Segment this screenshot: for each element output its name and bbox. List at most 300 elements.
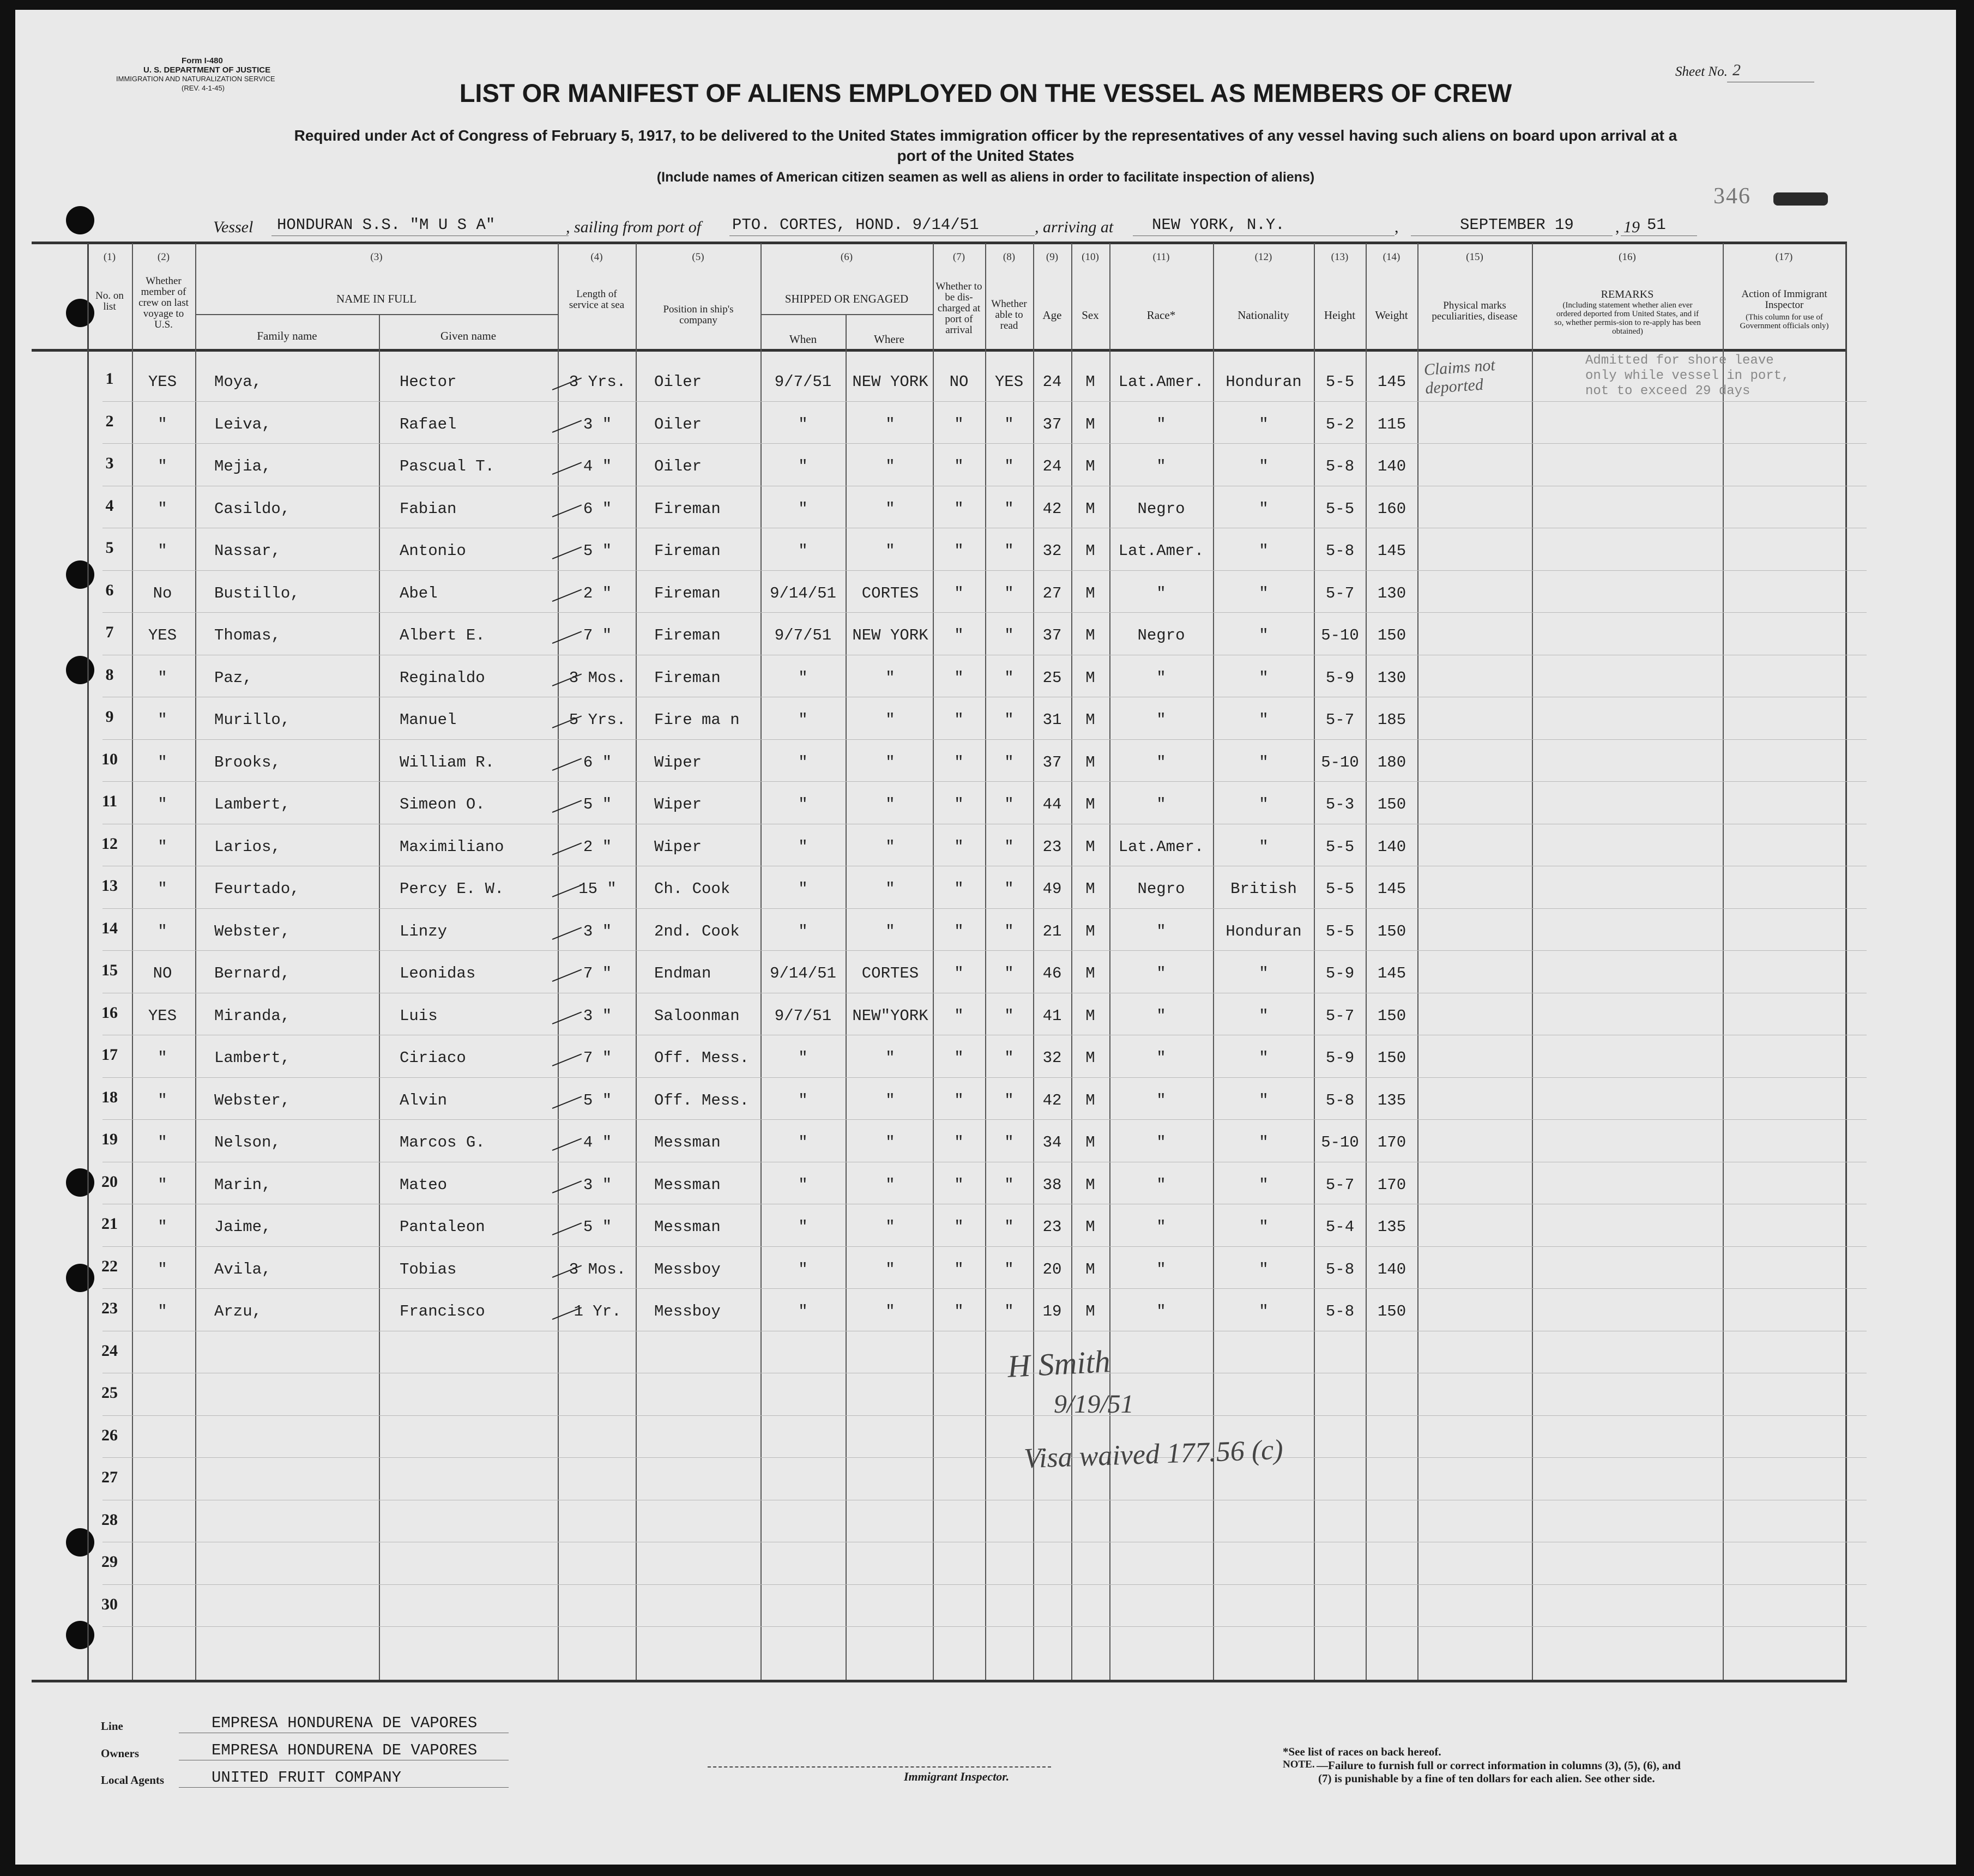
cell-age: 24	[1042, 457, 1062, 475]
cell-nationality: "	[1259, 626, 1269, 644]
cell-read: "	[1004, 1175, 1014, 1194]
punch-hole	[66, 299, 94, 327]
cell-weight: 150	[1377, 795, 1406, 813]
owners-value: EMPRESA HONDURENA DE VAPORES	[212, 1741, 478, 1759]
row-number: 22	[101, 1257, 118, 1275]
cell-service: 7 "	[583, 626, 612, 644]
cell-crew: "	[158, 922, 167, 940]
cell-nationality: "	[1259, 499, 1269, 518]
row-rule	[102, 1415, 1867, 1416]
cell-service: 6 "	[583, 499, 612, 518]
cell-where: "	[885, 1218, 895, 1236]
header-remarks: REMARKS	[1601, 288, 1654, 300]
cell-height: 5-10	[1321, 626, 1359, 644]
col-divider	[1723, 243, 1724, 1680]
vessel-name: HONDURAN S.S. "M U S A"	[277, 216, 496, 234]
cell-position: Wiper	[654, 753, 702, 771]
cell-height: 5-9	[1325, 964, 1355, 982]
header-family-name: Family name	[257, 329, 317, 342]
manifest-sheet	[15, 10, 1956, 1865]
row-rule	[102, 1457, 1867, 1458]
cell-when: "	[798, 1302, 808, 1320]
cell-nationality: "	[1259, 1218, 1269, 1236]
cell-nationality: "	[1259, 584, 1269, 602]
cell-service: 1 Yr.	[574, 1302, 621, 1320]
cell-height: 5-10	[1321, 1133, 1359, 1151]
cell-height: 5-5	[1325, 880, 1355, 898]
header-weight: Weight	[1375, 309, 1408, 322]
cell-when: 9/14/51	[770, 964, 836, 982]
cell-nationality: "	[1259, 415, 1269, 433]
cell-read: "	[1004, 542, 1014, 560]
cell-race: Lat.Amer.	[1118, 542, 1204, 560]
cell-family: Nelson,	[214, 1133, 281, 1151]
cell-family: Thomas,	[214, 626, 281, 644]
cell-crew: YES	[148, 1006, 177, 1025]
row-rule	[102, 1246, 1867, 1247]
cell-discharged: "	[954, 1006, 964, 1025]
header-able-read: Whether able to read	[991, 298, 1027, 331]
cell-nationality: "	[1259, 711, 1269, 729]
cell-sex: M	[1085, 457, 1095, 475]
cell-weight: 135	[1377, 1218, 1406, 1236]
cell-age: 31	[1042, 711, 1062, 729]
cell-weight: 140	[1377, 1260, 1406, 1278]
cell-nationality: "	[1259, 753, 1269, 771]
cell-nationality: "	[1259, 964, 1269, 982]
cell-race: "	[1156, 584, 1166, 602]
cell-family: Leiva,	[214, 415, 271, 433]
cell-where: "	[885, 711, 895, 729]
cell-nationality: "	[1259, 1091, 1269, 1109]
col-num-11: (11)	[1152, 251, 1170, 263]
row-number: 25	[101, 1384, 118, 1402]
cell-service: 2 "	[583, 584, 612, 602]
cell-service: 5 "	[583, 542, 612, 560]
cell-age: 42	[1042, 1091, 1062, 1109]
sailing-label: , sailing from port of	[566, 218, 702, 236]
cell-race: "	[1156, 1006, 1166, 1025]
cell-position: Oiler	[654, 457, 702, 475]
cell-crew: "	[158, 415, 167, 433]
cell-read: "	[1004, 499, 1014, 518]
cell-height: 5-4	[1325, 1218, 1355, 1236]
cell-nationality: "	[1259, 457, 1269, 475]
cell-height: 5-5	[1325, 373, 1355, 391]
cell-where: "	[885, 542, 895, 560]
cell-discharged: "	[954, 626, 964, 644]
cell-position: Fireman	[654, 542, 721, 560]
cell-position: Fire ma n	[654, 711, 740, 729]
cell-family: Brooks,	[214, 753, 281, 771]
cell-height: 5-10	[1321, 753, 1359, 771]
row-rule	[102, 1119, 1867, 1120]
cell-read: "	[1004, 1133, 1014, 1151]
cell-height: 5-9	[1325, 1049, 1355, 1067]
cell-discharged: "	[954, 584, 964, 602]
row-number: 17	[101, 1046, 118, 1064]
cell-position: Ch. Cook	[654, 880, 731, 898]
cell-crew: NO	[153, 964, 172, 982]
cell-when: "	[798, 1133, 808, 1151]
cell-race: Lat.Amer.	[1118, 373, 1204, 391]
header-no-on-list: No. on list	[95, 290, 124, 312]
cell-race: "	[1156, 1218, 1166, 1236]
cell-family: Miranda,	[214, 1006, 291, 1025]
inspector-label: Immigrant Inspector.	[904, 1770, 1010, 1783]
form-revision: (REV. 4-1-45)	[182, 84, 225, 92]
cell-height: 5-8	[1325, 457, 1355, 475]
cell-weight: 150	[1377, 1302, 1406, 1320]
cell-when: "	[798, 795, 808, 813]
cell-weight: 140	[1377, 457, 1406, 475]
col-num-4: (4)	[590, 251, 603, 263]
year-prefix: 19	[1623, 218, 1640, 236]
cell-family: Bernard,	[214, 964, 291, 982]
remarks-note: Admitted for shore leave only while vessel in port, not to exceed 29 days	[1585, 353, 1790, 399]
cell-age: 42	[1042, 499, 1062, 518]
cell-crew: YES	[148, 626, 177, 644]
row-number: 2	[105, 412, 114, 430]
name-header-rule	[195, 314, 558, 315]
row-rule	[102, 781, 1867, 782]
row-number: 15	[101, 961, 118, 979]
cell-where: "	[885, 457, 895, 475]
col-divider	[1845, 243, 1847, 1680]
col-divider	[379, 315, 380, 1680]
cell-age: 25	[1042, 668, 1062, 687]
row-number: 12	[101, 834, 118, 853]
cell-nationality: British	[1230, 880, 1297, 898]
cell-family: Feurtado,	[214, 880, 300, 898]
cell-family: Nassar,	[214, 542, 281, 560]
cell-sex: M	[1085, 542, 1095, 560]
cell-race: Negro	[1137, 499, 1185, 518]
comma-1: ,	[1395, 218, 1399, 236]
cell-position: Off. Mess.	[654, 1049, 750, 1067]
row-number: 9	[105, 708, 114, 726]
cell-where: CORTES	[861, 964, 919, 982]
cell-discharged: "	[954, 753, 964, 771]
cell-given: Percy E. W.	[400, 880, 504, 898]
col-num-1: (1)	[103, 251, 116, 263]
visa-waived-note: Visa waived 177.56 (c)	[1023, 1434, 1284, 1475]
cell-discharged: "	[954, 499, 964, 518]
cell-service: 4 "	[583, 1133, 612, 1151]
header-sex: Sex	[1082, 309, 1099, 322]
punch-hole	[66, 206, 94, 234]
col-num-3: (3)	[370, 251, 383, 263]
cell-nationality: "	[1259, 542, 1269, 560]
cell-crew: "	[158, 542, 167, 560]
cell-weight: 170	[1377, 1133, 1406, 1151]
form-number: Form I-480	[182, 56, 223, 65]
cell-where: "	[885, 1133, 895, 1151]
cell-read: "	[1004, 964, 1014, 982]
note-line-1: —Failure to furnish full or correct information in columns (3), (5), (6), and	[1317, 1759, 1681, 1772]
cell-when: 9/7/51	[774, 626, 832, 644]
cell-discharged: "	[954, 668, 964, 687]
header-action: Action of Immigrant Inspector	[1741, 288, 1827, 311]
cell-discharged: "	[954, 1175, 964, 1194]
col-num-12: (12)	[1254, 251, 1272, 263]
cell-position: Off. Mess.	[654, 1091, 750, 1109]
signature-date: 9/19/51	[1054, 1390, 1134, 1419]
cell-given: Fabian	[400, 499, 457, 518]
cell-service: 5 "	[583, 1091, 612, 1109]
cell-age: 37	[1042, 753, 1062, 771]
cell-sex: M	[1085, 1091, 1095, 1109]
row-number: 8	[105, 665, 114, 684]
cell-position: Messman	[654, 1175, 721, 1194]
cell-height: 5-8	[1325, 1260, 1355, 1278]
col-num-17: (17)	[1775, 251, 1793, 263]
cell-read: "	[1004, 711, 1014, 729]
arriving-label: , arriving at	[1035, 218, 1114, 236]
note-label: NOTE.	[1283, 1759, 1315, 1770]
row-number: 10	[101, 750, 118, 768]
cell-height: 5-8	[1325, 1091, 1355, 1109]
cell-service: 3 "	[583, 1006, 612, 1025]
subtitle-line-2: port of the United States	[897, 147, 1074, 164]
races-note: *See list of races on back hereof.	[1283, 1745, 1441, 1758]
cell-service: 3 "	[583, 1175, 612, 1194]
row-number: 14	[101, 919, 118, 937]
cell-sex: M	[1085, 1006, 1095, 1025]
cell-given: Francisco	[400, 1302, 485, 1320]
cell-given: Luis	[400, 1006, 438, 1025]
cell-weight: 140	[1377, 837, 1406, 856]
col-divider	[846, 315, 847, 1680]
cell-service: 7 "	[583, 1049, 612, 1067]
cell-read: "	[1004, 795, 1014, 813]
col-num-16: (16)	[1619, 251, 1636, 263]
row-number: 1	[105, 370, 114, 388]
cell-family: Mejia,	[214, 457, 271, 475]
cell-race: "	[1156, 922, 1166, 940]
cell-weight: 150	[1377, 922, 1406, 940]
cell-crew: "	[158, 457, 167, 475]
cell-weight: 130	[1377, 668, 1406, 687]
cell-position: Wiper	[654, 795, 702, 813]
cell-discharged: "	[954, 457, 964, 475]
cell-height: 5-7	[1325, 1175, 1355, 1194]
cell-race: "	[1156, 1260, 1166, 1278]
cell-weight: 150	[1377, 1049, 1406, 1067]
form-department: U. S. DEPARTMENT OF JUSTICE	[143, 65, 271, 75]
cell-given: Rafael	[400, 415, 457, 433]
cell-weight: 145	[1377, 542, 1406, 560]
cell-sex: M	[1085, 626, 1095, 644]
cell-read: YES	[994, 373, 1024, 391]
cell-race: "	[1156, 795, 1166, 813]
cell-family: Paz,	[214, 668, 252, 687]
cell-when: "	[798, 542, 808, 560]
subtitle-line-1: Required under Act of Congress of February 5, 1917, to be delivered to the United States immigration officer by the representatives of any vessel having such aliens on board upon arrival at a	[294, 127, 1677, 144]
cell-family: Larios,	[214, 837, 281, 856]
row-number: 23	[101, 1299, 118, 1317]
cell-position: Fireman	[654, 668, 721, 687]
cell-service: 3 "	[583, 415, 612, 433]
cell-race: "	[1156, 1175, 1166, 1194]
cell-crew: "	[158, 795, 167, 813]
header-race: Race*	[1146, 309, 1176, 322]
header-name-in-full: NAME IN FULL	[336, 292, 416, 305]
cell-sex: M	[1085, 1175, 1095, 1194]
cell-service: 3 "	[583, 922, 612, 940]
cell-where: "	[885, 795, 895, 813]
cell-where: "	[885, 415, 895, 433]
row-rule	[102, 1288, 1867, 1289]
cell-sex: M	[1085, 415, 1095, 433]
cell-read: "	[1004, 1049, 1014, 1067]
cell-race: Lat.Amer.	[1118, 837, 1204, 856]
row-number: 6	[105, 581, 114, 599]
cell-position: Fireman	[654, 584, 721, 602]
cell-crew: "	[158, 1302, 167, 1320]
col-num-6: (6)	[840, 251, 853, 263]
row-number: 11	[101, 792, 118, 810]
header-when: When	[789, 333, 817, 346]
cell-where: "	[885, 1049, 895, 1067]
header-given-name: Given name	[440, 329, 497, 342]
cell-age: 37	[1042, 626, 1062, 644]
cell-race: "	[1156, 415, 1166, 433]
cell-weight: 150	[1377, 626, 1406, 644]
agents-label: Local Agents	[101, 1774, 165, 1787]
cell-age: 21	[1042, 922, 1062, 940]
cell-service: 4 "	[583, 457, 612, 475]
cell-race: "	[1156, 1049, 1166, 1067]
col-num-5: (5)	[692, 251, 704, 263]
cell-where: "	[885, 880, 895, 898]
col-num-13: (13)	[1331, 251, 1349, 263]
cell-family: Moya,	[214, 373, 262, 391]
cell-when: "	[798, 1218, 808, 1236]
cell-age: 19	[1042, 1302, 1062, 1320]
cell-read: "	[1004, 584, 1014, 602]
cell-discharged: "	[954, 837, 964, 856]
port-from: PTO. CORTES, HOND. 9/14/51	[732, 216, 979, 234]
cell-nationality: "	[1259, 795, 1269, 813]
cell-weight: 150	[1377, 1006, 1406, 1025]
cell-when: "	[798, 1260, 808, 1278]
row-rule	[102, 570, 1867, 571]
cell-when: 9/14/51	[770, 584, 836, 602]
row-rule	[102, 612, 1867, 613]
cell-family: Casildo,	[214, 499, 291, 518]
cell-when: "	[798, 753, 808, 771]
cell-weight: 145	[1377, 964, 1406, 982]
cell-family: Webster,	[214, 922, 291, 940]
cell-discharged: "	[954, 1049, 964, 1067]
cell-nationality: "	[1259, 1133, 1269, 1151]
cell-height: 5-2	[1325, 415, 1355, 433]
cell-position: Endman	[654, 964, 711, 982]
row-number: 26	[101, 1426, 118, 1444]
cell-age: 24	[1042, 373, 1062, 391]
row-rule	[102, 908, 1867, 909]
cell-crew: "	[158, 1260, 167, 1278]
cell-race: "	[1156, 1091, 1166, 1109]
cell-height: 5-5	[1325, 499, 1355, 518]
cell-family: Webster,	[214, 1091, 291, 1109]
cell-when: "	[798, 837, 808, 856]
cell-sex: M	[1085, 1218, 1095, 1236]
cell-race: Negro	[1137, 880, 1185, 898]
cell-when: "	[798, 668, 808, 687]
cell-age: 32	[1042, 1049, 1062, 1067]
table-top-rule	[32, 242, 1847, 244]
cell-age: 27	[1042, 584, 1062, 602]
inspector-signature: H Smith	[1006, 1343, 1112, 1384]
cell-family: Avila,	[214, 1260, 271, 1278]
cell-weight: 185	[1377, 711, 1406, 729]
cell-race: "	[1156, 964, 1166, 982]
cell-race: "	[1156, 1302, 1166, 1320]
cell-position: Messboy	[654, 1302, 721, 1320]
row-number: 18	[101, 1088, 118, 1106]
row-number: 5	[105, 539, 114, 557]
cell-given: Mateo	[400, 1175, 448, 1194]
row-number: 16	[101, 1003, 118, 1022]
cell-family: Bustillo,	[214, 584, 300, 602]
cell-sex: M	[1085, 753, 1095, 771]
cell-sex: M	[1085, 880, 1095, 898]
header-shipped: SHIPPED OR ENGAGED	[784, 292, 909, 305]
cell-position: Saloonman	[654, 1006, 740, 1025]
cell-discharged: NO	[949, 373, 969, 391]
cell-crew: "	[158, 753, 167, 771]
cell-discharged: "	[954, 415, 964, 433]
cell-weight: 115	[1377, 415, 1406, 433]
cell-crew: "	[158, 499, 167, 518]
cell-service: 2 "	[583, 837, 612, 856]
cell-race: "	[1156, 668, 1166, 687]
cell-nationality: "	[1259, 1260, 1269, 1278]
cell-crew: "	[158, 1175, 167, 1194]
row-rule	[102, 950, 1867, 951]
cell-age: 46	[1042, 964, 1062, 982]
row-number: 29	[101, 1553, 118, 1571]
cell-crew: "	[158, 1091, 167, 1109]
cell-crew: "	[158, 1218, 167, 1236]
cell-where: NEW YORK	[852, 373, 928, 391]
note-line-2: (7) is punishable by a fine of ten dollars for each alien. See other side.	[1318, 1772, 1655, 1785]
cell-position: Fireman	[654, 499, 721, 518]
cell-where: "	[885, 1175, 895, 1194]
cell-height: 5-7	[1325, 711, 1355, 729]
cell-weight: 160	[1377, 499, 1406, 518]
cell-age: 38	[1042, 1175, 1062, 1194]
comma-2: ,	[1615, 218, 1620, 236]
cell-when: "	[798, 711, 808, 729]
cell-where: "	[885, 837, 895, 856]
cell-nationality: "	[1259, 668, 1269, 687]
cell-where: "	[885, 922, 895, 940]
row-number: 24	[101, 1341, 118, 1360]
cell-read: "	[1004, 668, 1014, 687]
line-value: EMPRESA HONDURENA DE VAPORES	[212, 1714, 478, 1732]
stamp-number: 346	[1713, 184, 1751, 209]
cell-discharged: "	[954, 1260, 964, 1278]
row-number: 21	[101, 1215, 118, 1233]
cell-when: "	[798, 457, 808, 475]
agents-value: UNITED FRUIT COMPANY	[212, 1769, 402, 1787]
cell-age: 49	[1042, 880, 1062, 898]
cell-read: "	[1004, 753, 1014, 771]
cell-crew: "	[158, 880, 167, 898]
